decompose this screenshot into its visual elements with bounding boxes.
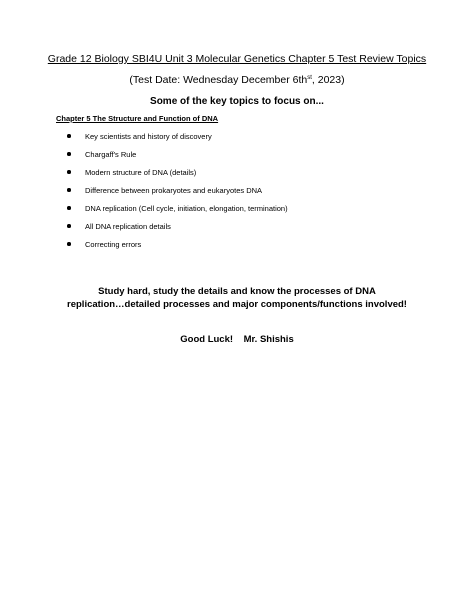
test-date-prefix: (Test Date: Wednesday December 6th [129, 74, 308, 86]
signoff: Good Luck! Mr. Shishis [180, 334, 294, 345]
topic-text: All DNA replication details [85, 222, 171, 231]
bullet-icon [67, 170, 71, 174]
closing-message [0, 285, 474, 311]
test-date [0, 74, 474, 86]
closing-line-2: replication…detailed processes and major components/functions involved! [67, 299, 407, 310]
topic-text: Chargaff's Rule [85, 150, 137, 159]
topic-text: Correcting errors [85, 240, 142, 249]
document-title: Grade 12 Biology SBI4U Unit 3 Molecular Genetics Chapter 5 Test Review Topics [47, 53, 427, 65]
test-date-superscript: st [307, 75, 312, 81]
bullet-icon [67, 134, 71, 138]
topic-text: Difference between prokaryotes and eukaryotes DNA [85, 186, 263, 195]
list-item [56, 204, 288, 222]
topic-text: Modern structure of DNA (details) [85, 168, 197, 177]
topic-text: DNA replication (Cell cycle, initiation, elongation, termination) [85, 204, 288, 213]
list-item [56, 186, 288, 204]
topic-list [56, 132, 288, 258]
list-item [56, 132, 288, 150]
test-date-suffix: , 2023) [311, 74, 345, 86]
closing-line-1: Study hard, study the details and know the processes of DNA [98, 286, 376, 297]
chapter-heading: Chapter 5 The Structure and Function of DNA [56, 114, 219, 123]
bullet-icon [67, 224, 71, 228]
list-item [56, 222, 288, 240]
key-topics-heading: Some of the key topics to focus on... [150, 96, 324, 107]
list-item [56, 240, 288, 258]
bullet-icon [67, 152, 71, 156]
bullet-icon [67, 242, 71, 246]
list-item [56, 150, 288, 168]
bullet-icon [67, 206, 71, 210]
topic-text: Key scientists and history of discovery [85, 132, 212, 141]
bullet-icon [67, 188, 71, 192]
list-item [56, 168, 288, 186]
